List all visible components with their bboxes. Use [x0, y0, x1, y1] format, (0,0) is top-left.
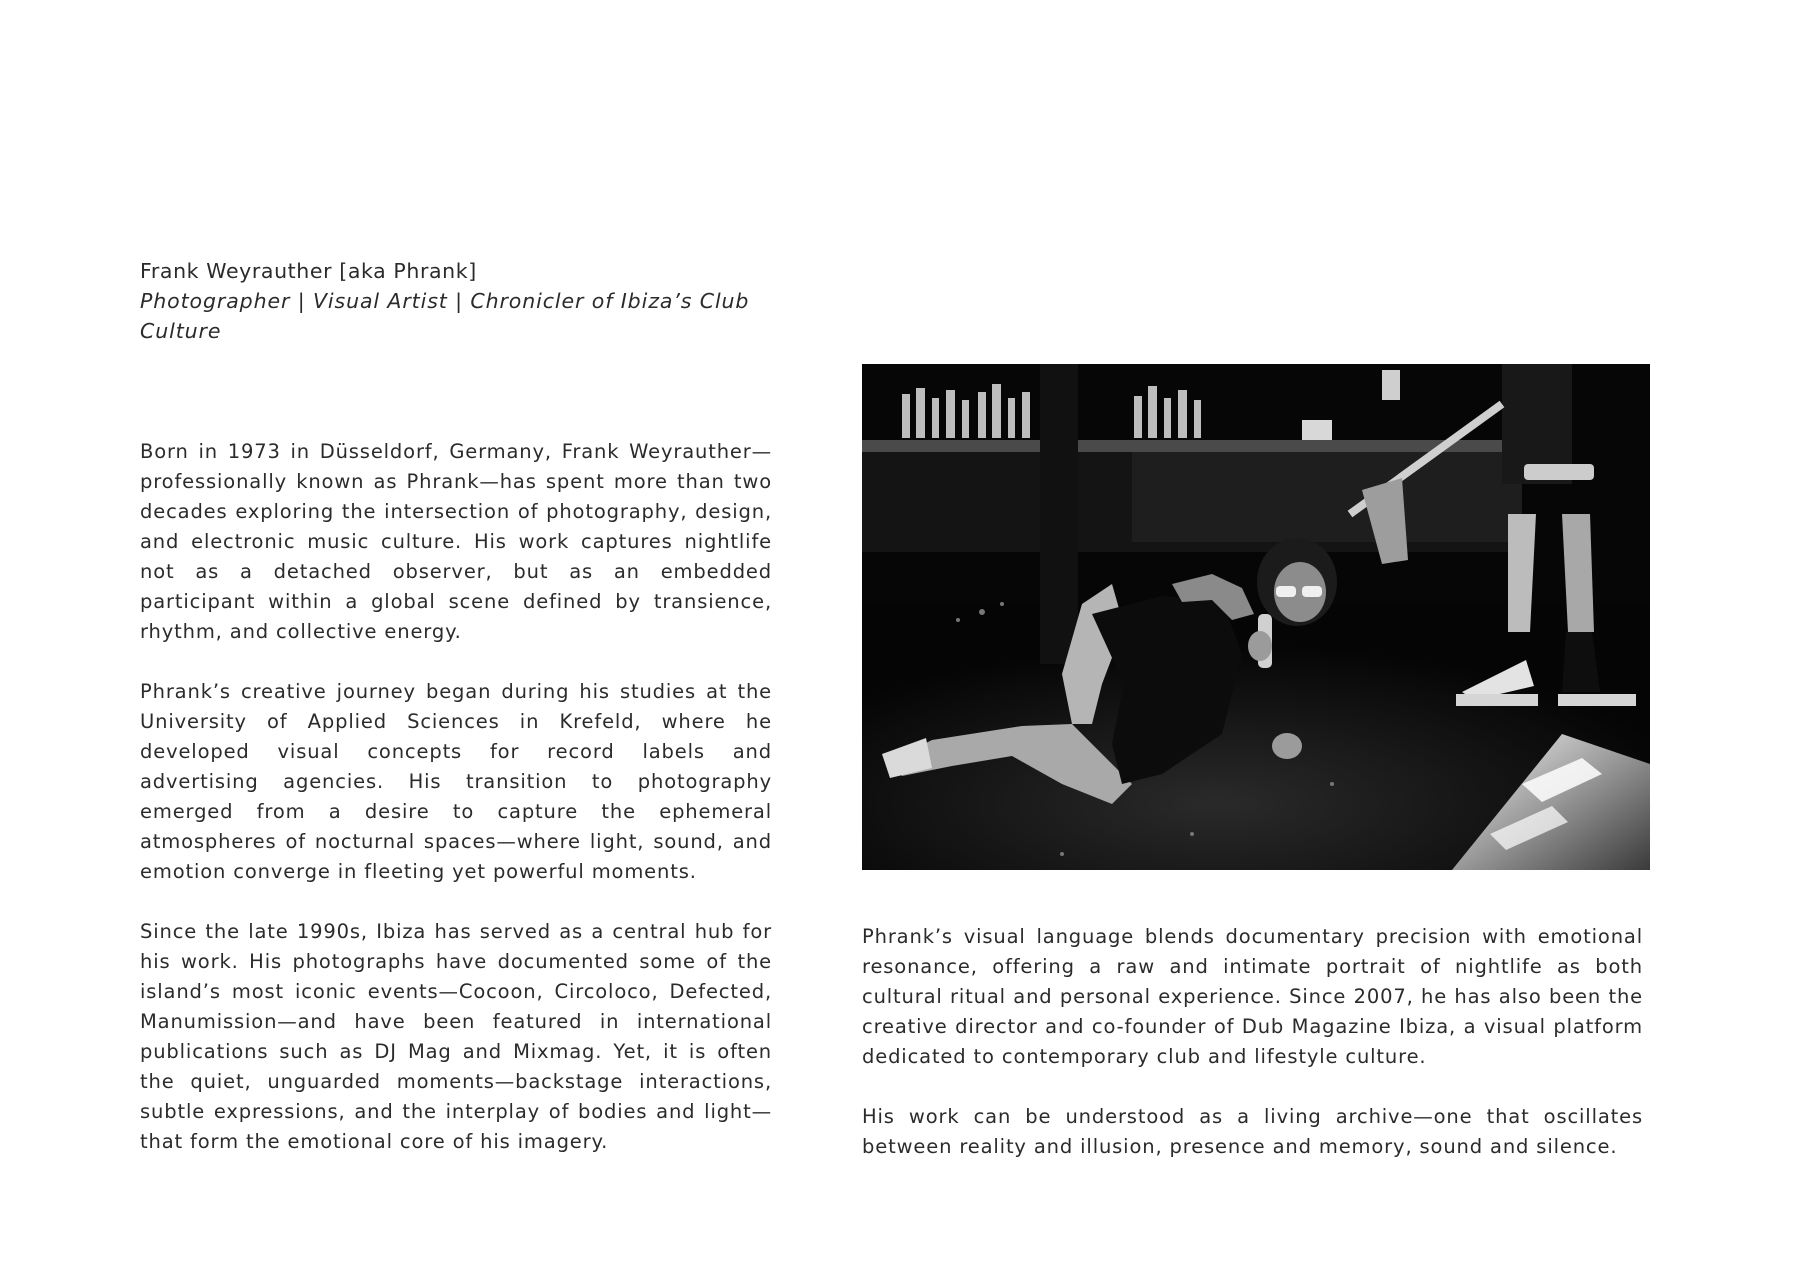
artist-photo — [862, 364, 1650, 870]
artist-roles: Photographer | Visual Artist | Chronicler of Ibiza’s Club Culture — [140, 289, 750, 343]
bio-right-column — [862, 922, 1643, 1192]
bio-header — [140, 256, 772, 346]
bio-paragraph-2: Phrank’s creative journey began during his studies at the University of Applied Sciences in Krefeld, where he developed visual concepts for record labels and advertising agencies. His transition to photography emerged from a desire to capture the ephemeral atmospheres of nocturnal spaces—where light, sound, and emotion converge in fleeting yet powerful moments. — [140, 680, 772, 883]
bio-paragraph-5: His work can be understood as a living archive—one that oscillates between reality and illusion, presence and memory, sound and silence. — [862, 1105, 1643, 1158]
bio-left-column — [140, 437, 772, 1187]
bio-paragraph-3: Since the late 1990s, Ibiza has served as a central hub for his work. His photographs have documented some of the island’s most iconic events—Cocoon, Circoloco, Defected, Manumission—and have been featured in international publications such as DJ Mag and Mixmag. Yet, it is often the quiet, unguarded moments—backstage interactions, subtle expressions, and the interplay of bodies and light—that form the emotional core of his imagery. — [140, 920, 772, 1153]
bio-paragraph-4: Phrank’s visual language blends documentary precision with emotional resonance, offering a raw and intimate portrait of nightlife as both cultural ritual and personal experience. Since 2007, he has also been the creative director and co-founder of Dub Magazine Ibiza, a visual platform dedicated to contemporary club and lifestyle culture. — [862, 925, 1643, 1068]
bio-paragraph-1: Born in 1973 in Düsseldorf, Germany, Frank Weyrauther—professionally known as Phrank—has spent more than two decades exploring the intersection of photography, design, and electronic music culture. His work captures nightlife not as a detached observer, but as an embedded participant within a global scene defined by transience, rhythm, and collective energy. — [140, 440, 772, 643]
artist-name: Frank Weyrauther [aka Phrank] — [140, 259, 477, 283]
